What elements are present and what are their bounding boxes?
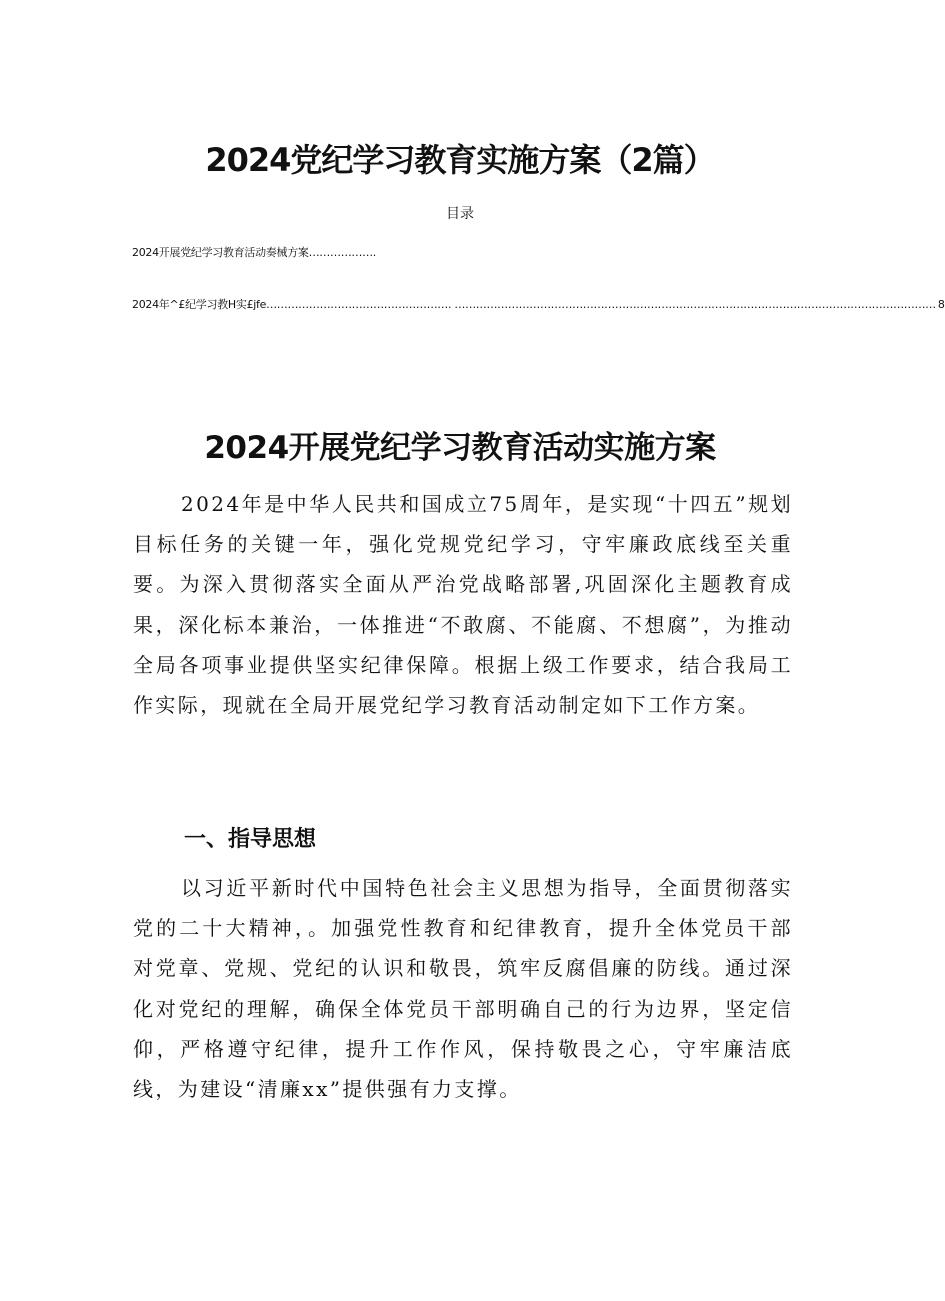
toc-entry-2-leader-dots: ……………………………………………. ……………………………………………………………………………………………………………………… [266, 298, 936, 311]
guiding-ideology-paragraph: 以习近平新时代中国特色社会主义思想为指导，全面贯彻落实党的二十大精神，。加强党性教育和纪律教育，提升全体党员干部对党章、党规、党纪的认识和敬畏，筑牢反腐倡廉的防线。通过深化对党纪的理解，确保全体党员干部明确自己的行为边界，坚定信仰，严格遵守纪律，提升工作作风，保持敬畏之心，守牢廉洁底线，为建设“清廉xx”提供强有力支撑。 [133, 876, 793, 1102]
toc-heading: 目录 [446, 206, 474, 222]
section-title: 2024开展党纪学习教育活动实施方案 [204, 430, 716, 466]
document-title: 2024党纪学习教育实施方案（2篇） [205, 141, 715, 179]
subheading-guiding-ideology: 一、指导思想 [184, 827, 317, 852]
toc-entry-1[interactable]: 2024开展党纪学习教育活动奏械方案………………. [132, 246, 376, 259]
toc-entry-2-page-number: 8 [937, 298, 945, 311]
toc-entry-2-text: 2024年^£纪学习教H实£jfe [132, 298, 267, 311]
intro-paragraph: 2024年是中华人民共和国成立75周年，是实现“十四五”规划目标任务的关键一年，强化党规党纪学习，守牢廉政底线至关重要。为深入贯彻落实全面从严治党战略部署,巩固深化主题教育成果，深化标本兼治，一体推进“不敢腐、不能腐、不想腐”，为推动全局各项事业提供坚实纪律保障。根据上级工作要求，结合我局工作实际，现就在全局开展党纪学习教育活动制定如下工作方案。 [133, 492, 793, 718]
toc-entry-2[interactable] [132, 297, 945, 313]
